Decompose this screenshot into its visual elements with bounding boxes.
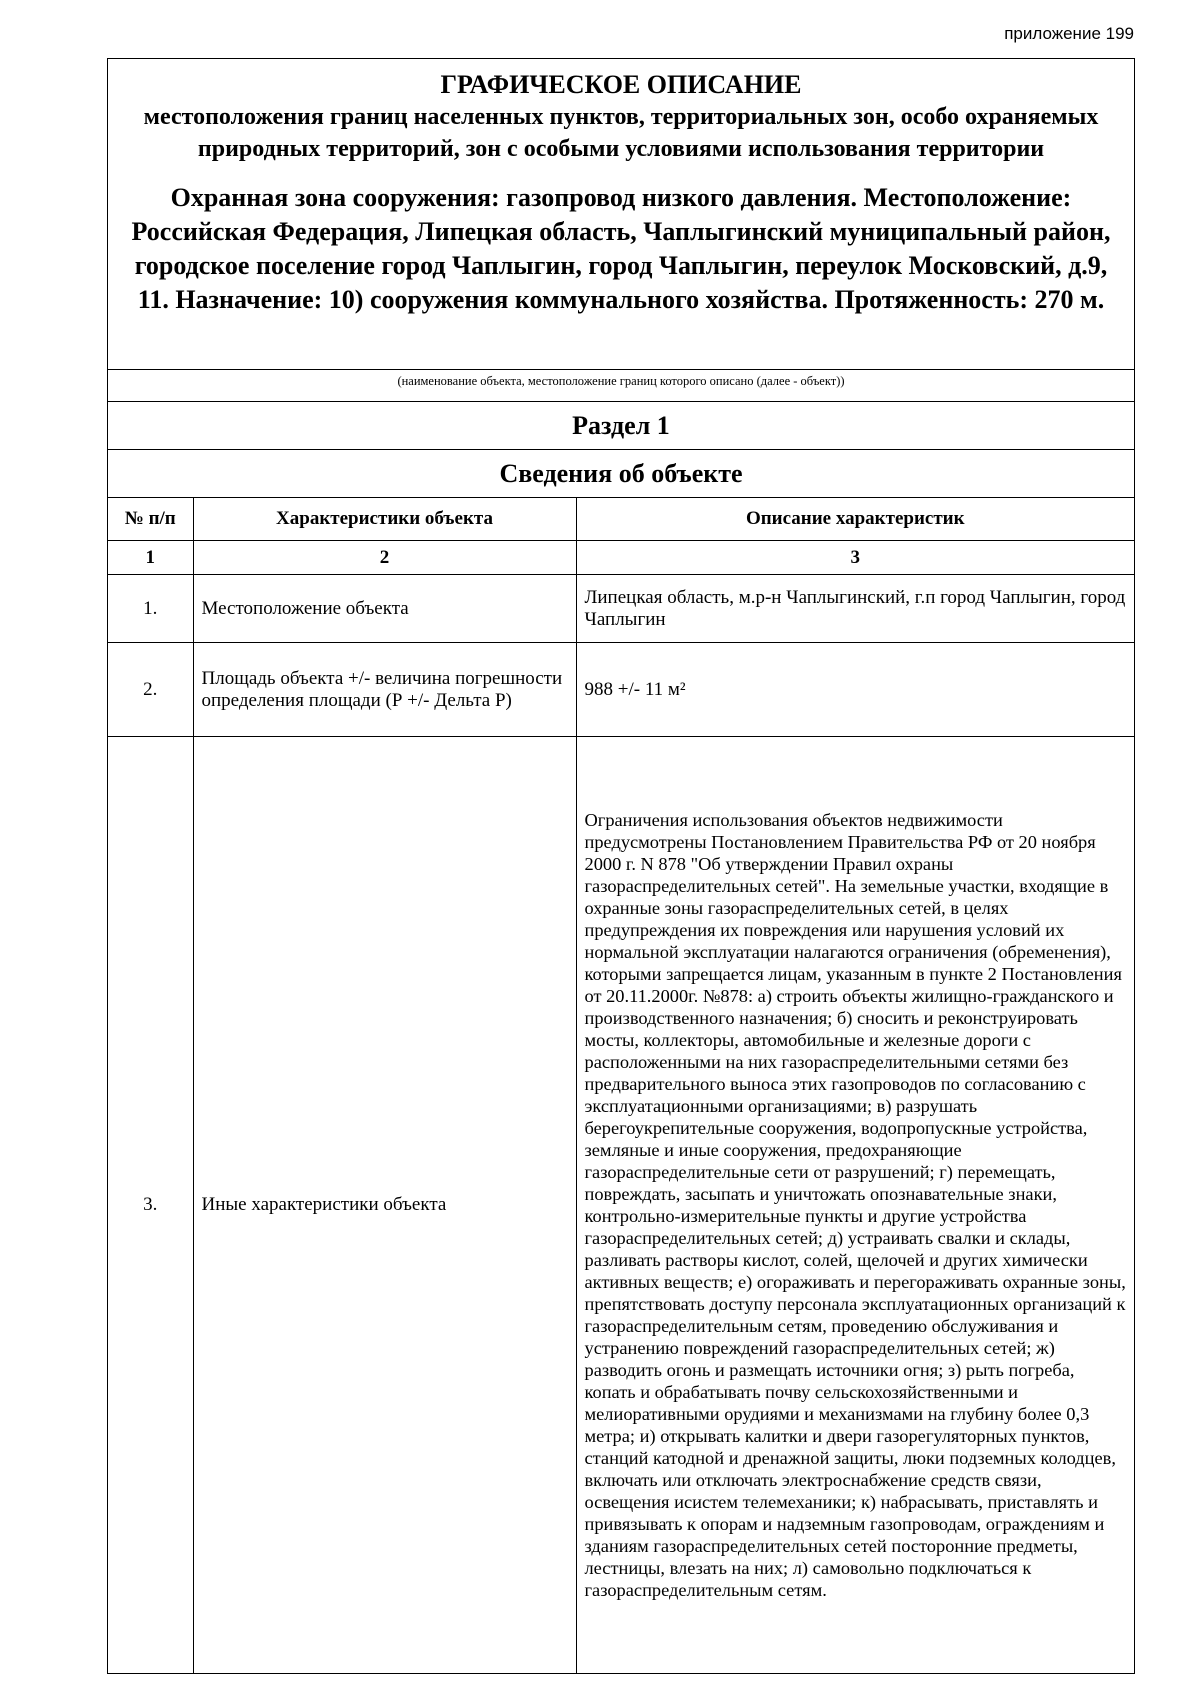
row-description: 988 +/- 11 м² xyxy=(576,643,1134,737)
header-cell-description: Описание характеристик xyxy=(576,498,1134,541)
object-name: Охранная зона сооружения: газопровод низкого давления. Местоположение: Российская Федерация, Липецкая область, Чаплыгинский муниципальный район, городское поселение город Чаплыгин, город Чаплыгин, переулок Московский, д.9, 11. Назначение: 10) сооружения коммунального хозяйства. Протяженность: 270 м. xyxy=(131,183,1111,314)
row-description: Липецкая область, м.р-н Чаплыгинский, г.п город Чаплыгин, город Чаплыгин xyxy=(576,575,1134,643)
document-header xyxy=(108,59,1134,369)
table-number-row xyxy=(108,541,1134,575)
row-number: 2. xyxy=(108,643,193,737)
row-description: Ограничения использования объектов недвижимости предусмотрены Постановлением Правительства РФ от 20 ноября 2000 г. N 878 "Об утверждении Правил охраны газораспределительных сетей". На земельные участки, входящие в охранные зоны газораспределительных сетей, в целях предупреждения их повреждения или нарушения условий их нормальной эксплуатации налагаются ограничения (обременения), которыми запрещается лицам, указанным в пункте 2 Постановления от 20.11.2000г. №878: а) строить объекты жилищно-гражданского и производственного назначения; б) сносить и реконструировать мосты, коллекторы, автомобильные и железные дороги с расположенными на них газораспределительными сетями без предварительного выноса этих газопроводов по согласованию с эксплуатационными организациями; в) разрушать берегоукрепительные сооружения, водопропускные устройства, земляные и иные сооружения, предохраняющие газораспределительные сети от разрушений; г) перемещать, повреждать, засыпать и уничтожать опознавательные знаки, контрольно-измерительные пункты и другие устройства газораспределительных сетей; д) устраивать свалки и склады, разливать растворы кислот, солей, щелочей и других химически активных веществ; е) огораживать и перегораживать охранные зоны, препятствовать доступу персонала эксплуатационных организаций к газораспределительным сетям, проведению обслуживания и устранению повреждений газораспределительных сетей; ж) разводить огонь и размещать источники огня; з) рыть погреба, копать и обрабатывать почву сельскохозяйственными и мелиоративными орудиями и механизмами на глубину более 0,3 метра; и) открывать калитки и двери газорегуляторных пунктов, станций катодной и дренажной защиты, люки подземных колодцев, включать или отключать электроснабжение средств связи, освещения исистем телемеханики; к) набрасывать, приставлять и привязывать к опорам и надземным газопроводам, ограждениям и зданиям газораспределительных сетей посторонние предметы, лестницы, влезать на них; л) самовольно подключаться к газораспределительным сетям. xyxy=(576,737,1134,1673)
header-cell-characteristic: Характеристики объекта xyxy=(193,498,576,541)
table-row xyxy=(108,575,1134,643)
header-cell-number: № п/п xyxy=(108,498,193,541)
appendix-label: приложение 199 xyxy=(1004,24,1134,43)
document-subtitle: местоположения границ населенных пунктов, территориальных зон, особо охраняемых природных территорий, зон с особыми условиями использования территории xyxy=(143,104,1099,162)
row-number: 1. xyxy=(108,575,193,643)
object-info-table xyxy=(108,497,1134,1673)
object-caption: (наименование объекта, местоположение границ которого описано (далее - объект)) xyxy=(108,369,1134,401)
section-subtitle: Сведения об объекте xyxy=(108,449,1134,497)
row-characteristic: Иные характеристики объекта xyxy=(193,737,576,1673)
column-number-3: 3 xyxy=(576,541,1134,575)
row-characteristic: Площадь объекта +/- величина погрешности определения площади (Р +/- Дельта Р) xyxy=(193,643,576,737)
table-header-row xyxy=(108,498,1134,541)
section-title: Раздел 1 xyxy=(108,401,1134,449)
document-sheet xyxy=(107,58,1135,1674)
document-title: ГРАФИЧЕСКОЕ ОПИСАНИЕ xyxy=(440,70,802,99)
table-row xyxy=(108,737,1134,1673)
row-number: 3. xyxy=(108,737,193,1673)
table-row xyxy=(108,643,1134,737)
column-number-1: 1 xyxy=(108,541,193,575)
column-number-2: 2 xyxy=(193,541,576,575)
row-characteristic: Местоположение объекта xyxy=(193,575,576,643)
